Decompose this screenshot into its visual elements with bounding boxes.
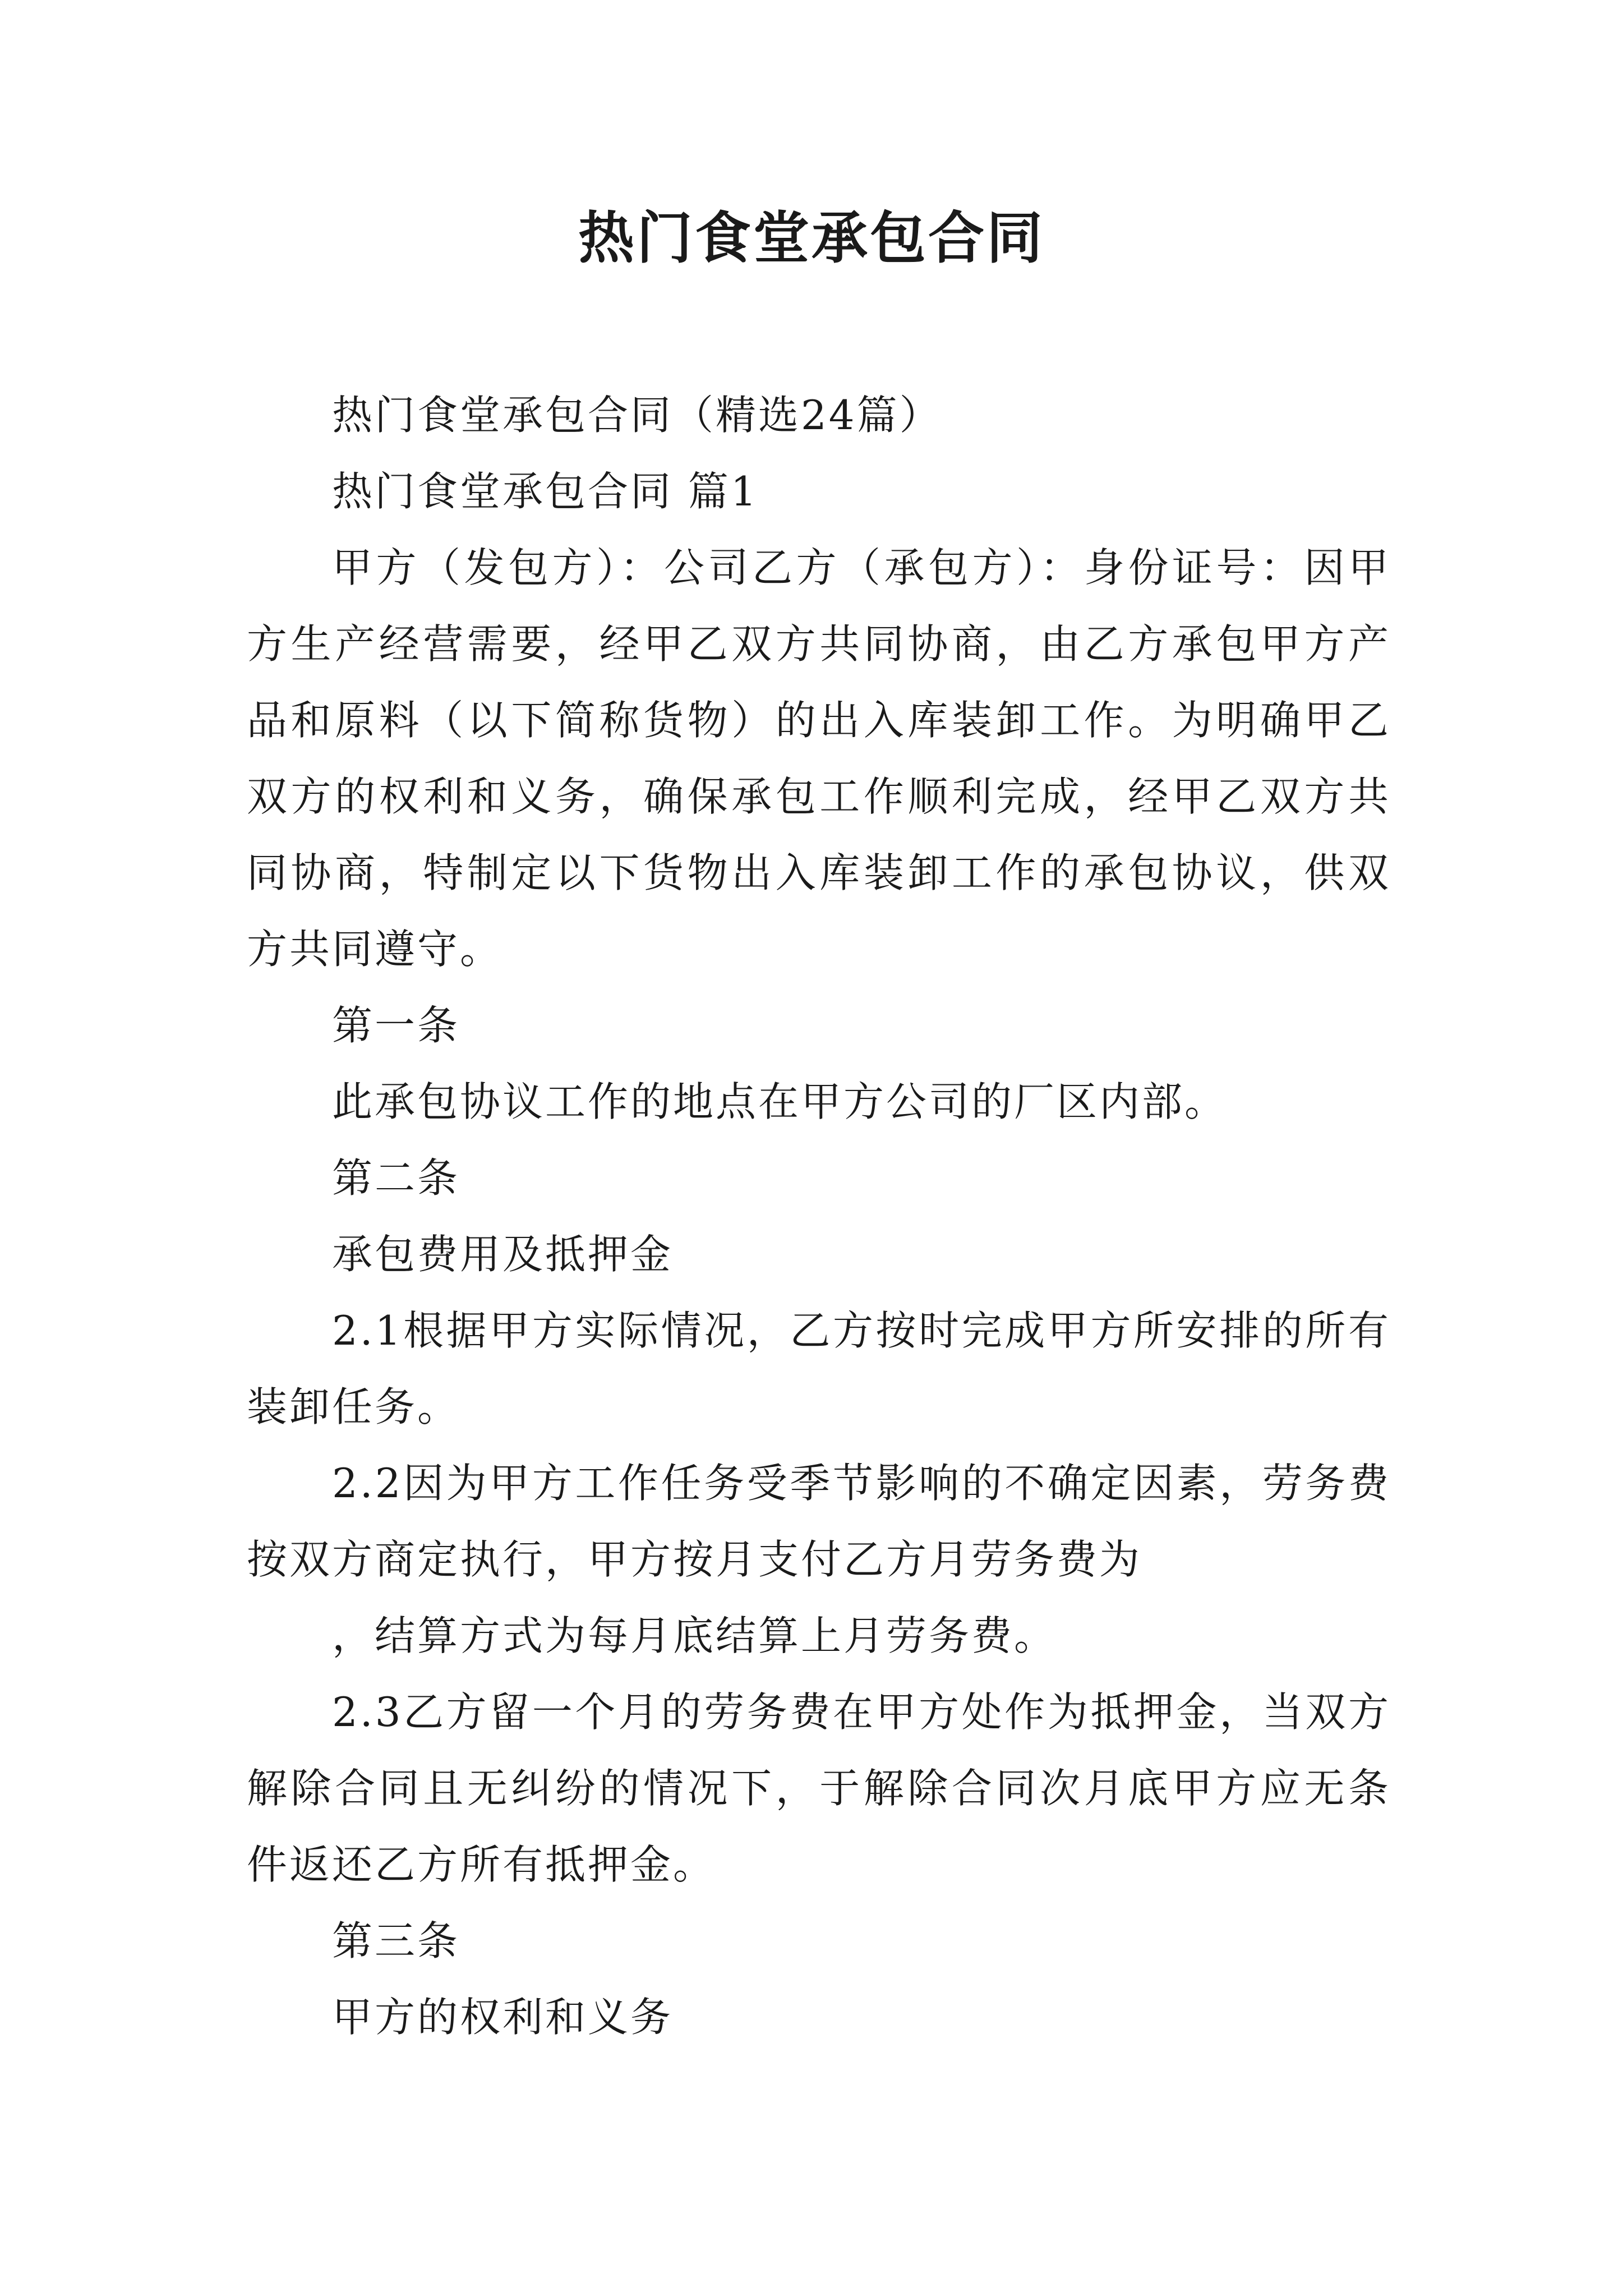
- paragraph-preamble: 甲方（发包方）：公司乙方（承包方）：身份证号：因甲方生产经营需要，经甲乙双方共同协商，由乙方承包甲方产品和原料（以下简称货物）的出入库装卸工作。为明确甲乙双方的权利和义务，确保承包工作顺利完成，经甲乙双方共同协商，特制定以下货物出入库装卸工作的承包协议，供双方共同遵守。: [247, 544, 1391, 973]
- paragraph-article-3-heading: 第三条: [332, 1917, 460, 1964]
- paragraph-clause-2-2-continued: ，结算方式为每月底结算上月劳务费。: [332, 1612, 1057, 1659]
- paragraph-clause-2-1: 2.1根据甲方实际情况，乙方按时完成甲方所安排的所有装卸任务。: [247, 1307, 1391, 1430]
- paragraph-clause-2-2: 2.2因为甲方工作任务受季节影响的不确定因素，劳务费按双方商定执行，甲方按月支付乙方月劳务费为: [247, 1460, 1391, 1583]
- paragraph-article-3-subheading: 甲方的权利和义务: [332, 1994, 674, 2041]
- paragraph-clause-2-3: 2.3乙方留一个月的劳务费在甲方处作为抵押金，当双方解除合同且无纠纷的情况下，于解除合同次月底甲方应无条件返还乙方所有抵押金。: [247, 1688, 1391, 1888]
- paragraph-article-2-heading: 第二条: [332, 1154, 460, 1202]
- document-title: 热门食堂承包合同: [578, 205, 1045, 271]
- paragraph-subtitle: 热门食堂承包合同（精选24篇）: [332, 392, 942, 439]
- paragraph-section-heading: 热门食堂承包合同 篇1: [332, 468, 759, 515]
- paragraph-article-1-text: 此承包协议工作的地点在甲方公司的厂区内部。: [332, 1078, 1228, 1125]
- paragraph-article-2-subheading: 承包费用及抵押金: [332, 1231, 674, 1278]
- document-body: [247, 377, 1391, 2055]
- paragraph-article-1-heading: 第一条: [332, 1002, 460, 1049]
